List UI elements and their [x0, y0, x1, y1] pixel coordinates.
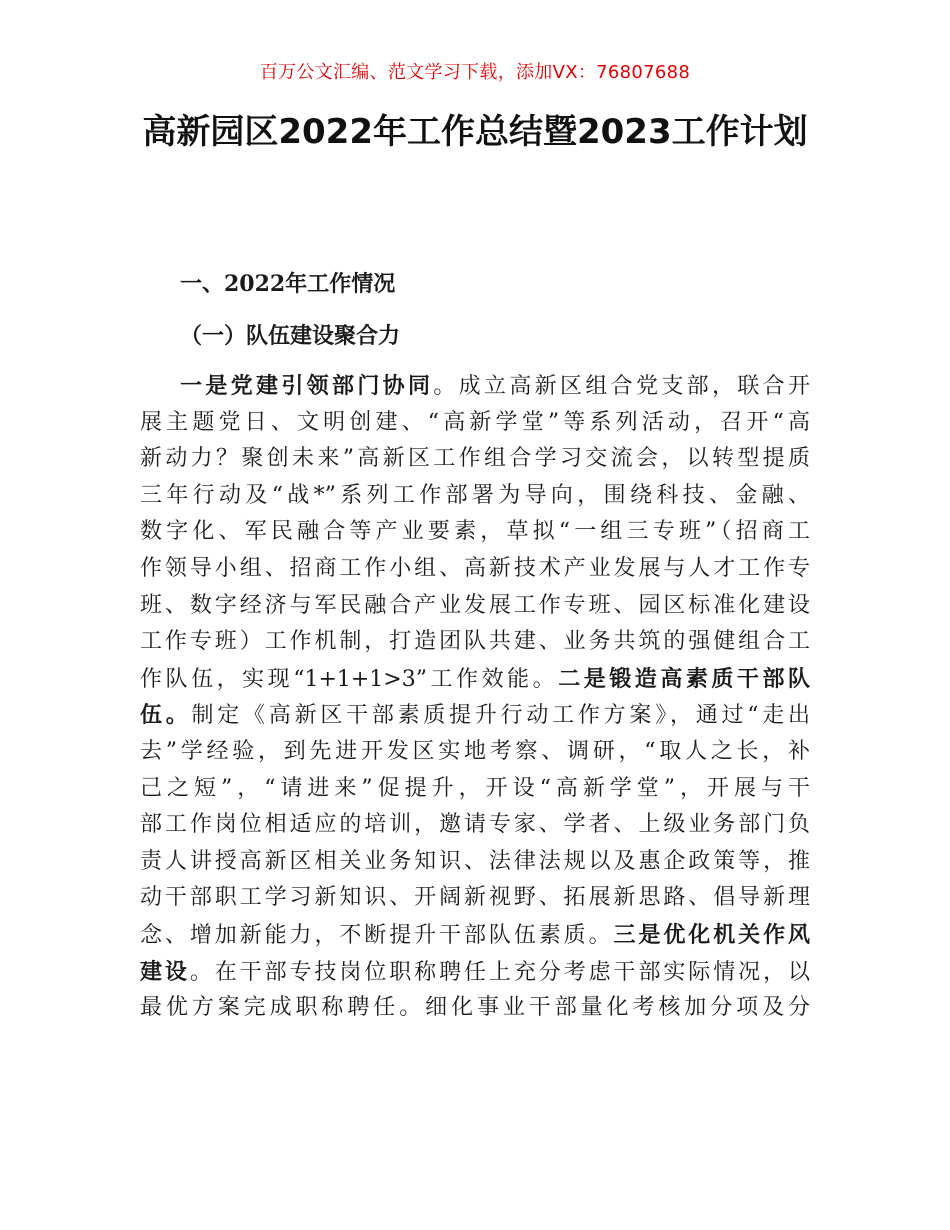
bold-phrase: 伍。 [140, 702, 192, 729]
paragraph-line [140, 697, 810, 734]
bold-phrase: 三是优化机关作风 [613, 921, 810, 948]
text-run: 。成立高新区组合党支部，联合开 [433, 374, 810, 399]
subsection-heading: （一）队伍建设聚合力 [180, 323, 401, 349]
text-run: 班、数字经济与军民融合产业发展工作专班、园区标准化建设 [140, 592, 810, 618]
paragraph-line [140, 368, 810, 405]
paragraph-line [140, 405, 810, 442]
paragraph-line [140, 478, 810, 515]
paragraph-line [140, 624, 810, 661]
paragraph-line [140, 588, 810, 625]
paragraph-line [140, 514, 810, 551]
text-run: 展主题党日、文明创建、“高新学堂”等系列活动，召开“高 [140, 409, 810, 435]
paragraph-line [140, 734, 810, 771]
text-run: 数字化、军民融合等产业要素，草拟“一组三专班”（招商工 [140, 519, 810, 545]
section-heading: 一、2022年工作情况 [180, 271, 396, 297]
paragraph-line [140, 990, 810, 1027]
text-run: 工作专班）工作机制，打造团队共建、业务共筑的强健组合工 [140, 629, 810, 655]
text-run: 。在干部专技岗位职称聘任上充分考虑干部实际情况，以 [189, 959, 810, 985]
bold-phrase: 一是党建引领部门协同 [180, 373, 434, 399]
paragraph-line [140, 441, 810, 478]
text-run: 去”学经验，到先进开发区实地考察、调研，“取人之长，补 [140, 738, 810, 764]
paragraph-line [140, 807, 810, 844]
paragraph-line [140, 954, 810, 991]
text-run: 责人讲授高新区相关业务知识、法律法规以及惠企政策等，推 [140, 848, 810, 874]
paragraph-line [140, 917, 810, 954]
watermark-banner: 百万公文汇编、范文学习下载，添加VX：76807688 [259, 62, 691, 83]
text-run: 动干部职工学习新知识、开阔新视野、拓展新思路、倡导新理 [140, 885, 810, 911]
text-run: 最优方案完成职称聘任。细化事业干部量化考核加分项及分 [140, 995, 810, 1021]
text-run: 部工作岗位相适应的培训，邀请专家、学者、上级业务部门负 [140, 812, 810, 838]
body-paragraph [140, 368, 810, 1027]
bold-phrase: 二是锻造高素质干部队 [558, 665, 810, 692]
paragraph-line [140, 880, 810, 917]
text-run: 作领导小组、招商工作小组、高新技术产业发展与人才工作专 [140, 555, 810, 581]
page-title: 高新园区2022年工作总结暨2023工作计划 [142, 112, 808, 152]
text-run: 新动力？聚创未来”高新区工作组合学习交流会，以转型提质 [140, 446, 810, 472]
paragraph-line [140, 661, 810, 698]
text-run: 作队伍，实现“1+1+1>3”工作效能。 [140, 666, 559, 692]
paragraph-line [140, 844, 810, 881]
paragraph-line [140, 551, 810, 588]
text-run: 念、增加新能力，不断提升干部队伍素质。 [140, 922, 614, 948]
text-run: 制定《高新区干部素质提升行动工作方案》，通过“走出 [191, 703, 810, 729]
text-run: 己之短”，“请进来”促提升，开设“高新学堂”，开展与干 [140, 775, 810, 801]
text-run: 三年行动及“战*”系列工作部署为导向，围绕科技、金融、 [140, 482, 810, 508]
paragraph-line [140, 771, 810, 808]
bold-phrase: 建设 [140, 958, 190, 985]
